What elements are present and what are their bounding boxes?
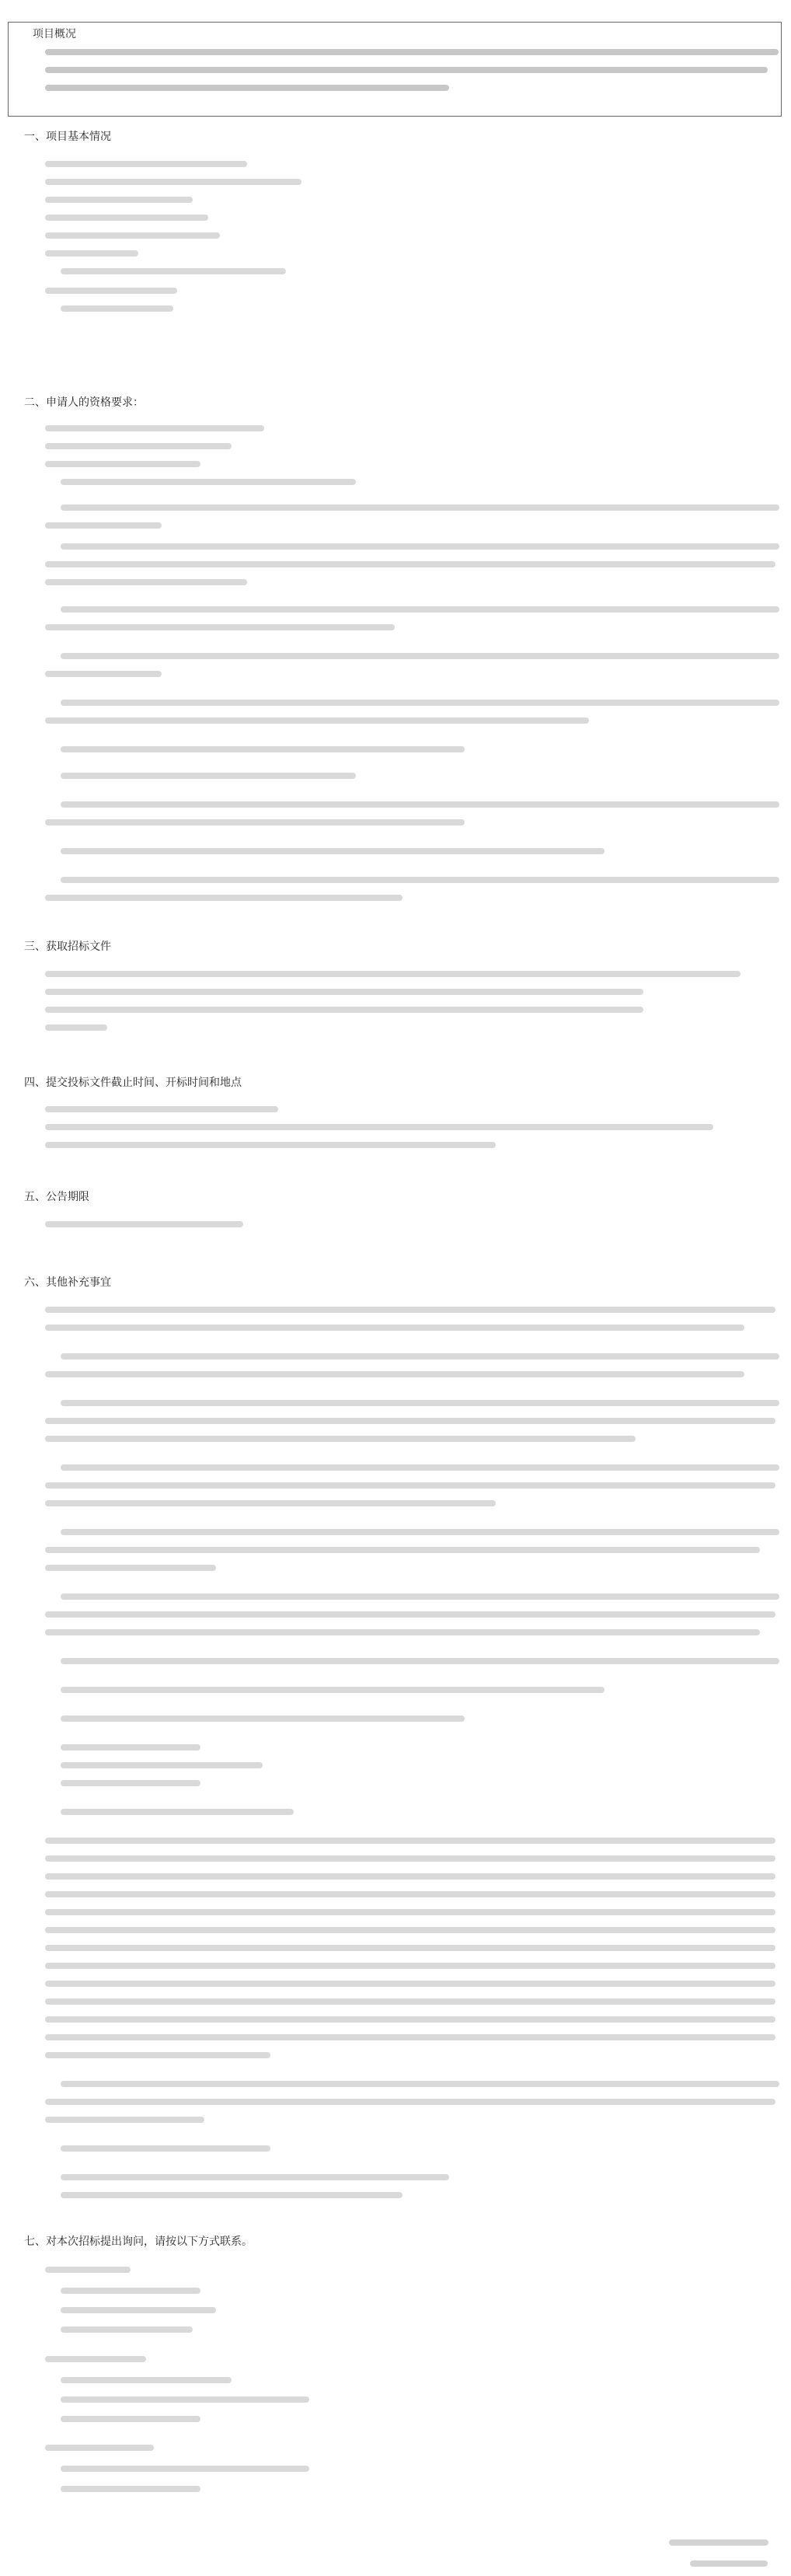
content-line	[61, 1687, 605, 1693]
content-line	[61, 2307, 216, 2313]
content-line	[45, 1221, 243, 1227]
summary-title: 项目概况	[33, 28, 76, 40]
content-line	[45, 250, 138, 257]
content-line	[61, 1593, 779, 1600]
content-line	[45, 971, 740, 977]
content-line	[45, 1482, 775, 1489]
content-line	[45, 161, 247, 167]
summary-line	[45, 67, 768, 73]
content-line	[61, 848, 605, 854]
content-line	[45, 1565, 216, 1571]
section-title-deadline-opening: 四、提交投标文件截止时间、开标时间和地点	[24, 1077, 242, 1089]
content-line	[61, 1353, 779, 1360]
content-line	[61, 1780, 200, 1786]
content-line	[61, 543, 779, 550]
content-line	[45, 2117, 204, 2123]
content-line	[45, 179, 301, 185]
content-line	[61, 801, 779, 808]
content-line	[45, 1500, 496, 1506]
section-title-contact: 七、对本次招标提出询问，请按以下方式联系。	[24, 2236, 253, 2248]
content-line	[45, 1927, 775, 1933]
content-line	[45, 2445, 154, 2451]
content-line	[45, 1873, 775, 1880]
content-line	[61, 1464, 779, 1471]
content-line	[45, 561, 775, 567]
content-line	[45, 989, 643, 995]
content-line	[45, 461, 200, 467]
content-line	[45, 425, 264, 431]
content-line	[45, 1963, 775, 1969]
issuer-line	[669, 2539, 768, 2546]
summary-line	[45, 49, 779, 55]
content-line	[61, 1529, 779, 1535]
content-line	[45, 717, 589, 724]
content-line	[45, 1547, 760, 1553]
content-line	[61, 1716, 465, 1722]
content-line	[61, 700, 779, 706]
content-line	[45, 895, 402, 901]
section-title-notice-period: 五、公告期限	[24, 1191, 89, 1203]
content-line	[45, 1436, 636, 1442]
content-line	[61, 1809, 294, 1815]
content-line	[45, 443, 232, 449]
content-line	[45, 579, 247, 585]
content-line	[61, 2416, 200, 2422]
content-line	[61, 2288, 200, 2294]
content-line	[45, 1325, 744, 1331]
content-line	[61, 653, 779, 659]
section-title-tender-docs: 三、获取招标文件	[24, 941, 111, 953]
content-line	[61, 2081, 779, 2087]
content-line	[61, 2145, 270, 2152]
content-line	[61, 877, 779, 883]
content-line	[61, 2377, 232, 2383]
content-line	[45, 288, 177, 294]
content-line	[61, 1744, 200, 1750]
content-line	[61, 1762, 263, 1768]
content-line	[61, 479, 356, 485]
content-line	[45, 1838, 775, 1844]
content-line	[61, 305, 173, 312]
content-line	[61, 2466, 309, 2472]
content-line	[45, 2267, 131, 2273]
content-line	[61, 2486, 200, 2492]
content-line	[45, 1981, 775, 1987]
content-line	[61, 606, 779, 613]
content-line	[45, 1629, 760, 1635]
content-line	[45, 2099, 775, 2105]
content-line	[45, 1371, 744, 1377]
content-line	[45, 1909, 775, 1915]
content-line	[45, 1142, 496, 1148]
content-line	[61, 2396, 309, 2403]
content-line	[45, 671, 162, 677]
content-line	[45, 1418, 775, 1424]
content-line	[45, 215, 208, 221]
content-line	[61, 2192, 402, 2198]
content-line	[45, 2356, 146, 2362]
content-line	[45, 1855, 775, 1862]
content-line	[45, 1124, 713, 1130]
content-line	[61, 1658, 779, 1664]
summary-line	[45, 85, 449, 91]
content-line	[45, 1007, 643, 1013]
content-line	[61, 2326, 193, 2333]
section-title-qualification: 二、申请人的资格要求：	[24, 396, 144, 409]
content-line	[45, 819, 465, 826]
content-line	[45, 2016, 775, 2023]
content-line	[45, 1307, 775, 1313]
section-title-basic-info: 一、项目基本情况	[24, 131, 111, 143]
content-line	[45, 1024, 107, 1031]
content-line	[61, 773, 356, 779]
content-line	[45, 2034, 775, 2040]
content-line	[45, 2052, 270, 2058]
content-line	[45, 624, 395, 630]
content-line	[61, 504, 779, 511]
content-line	[45, 1891, 775, 1897]
content-line	[61, 2174, 449, 2180]
content-line	[45, 1611, 775, 1618]
content-line	[45, 1945, 775, 1951]
content-line	[45, 232, 220, 239]
content-line	[45, 522, 162, 529]
content-line	[45, 1998, 775, 2005]
section-title-other-matters: 六、其他补充事宜	[24, 1276, 111, 1289]
content-line	[45, 1106, 278, 1112]
content-line	[61, 746, 465, 752]
issue-date-line	[690, 2560, 768, 2567]
content-line	[45, 197, 193, 203]
content-line	[61, 1400, 779, 1406]
content-line	[61, 268, 286, 274]
